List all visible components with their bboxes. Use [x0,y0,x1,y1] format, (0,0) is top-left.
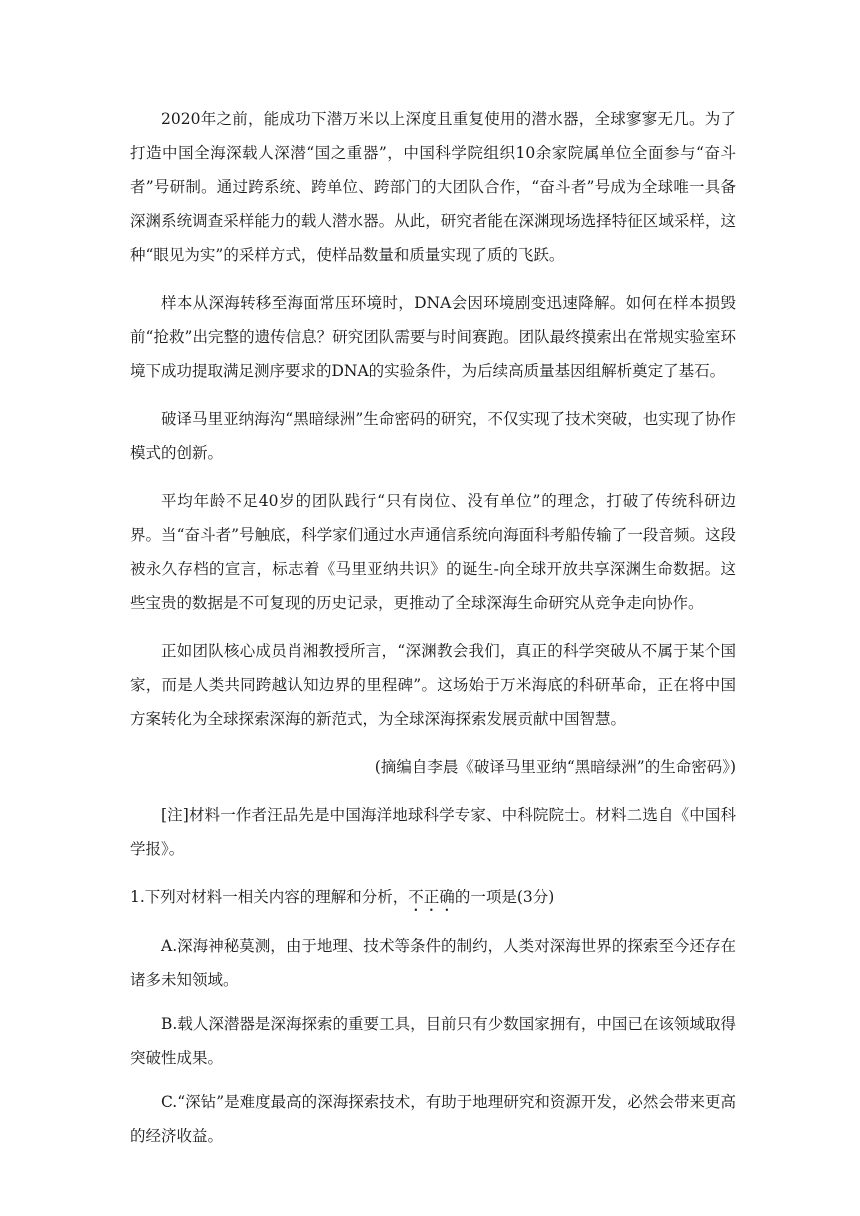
paragraph-3: 破译马里亚纳海沟“黑暗绿洲”生命密码的研究，不仅实现了技术突破，也实现了协作模式的创新。 [130,410,736,462]
paragraph-1: 2020年之前，能成功下潜万米以上深度且重复使用的潜水器，全球寥寥无几。为了打造中国全海深载人深潜“国之重器”，中国科学院组织10余家院属单位全面参与“奋斗者”号研制。通过跨系统、跨单位、跨部门的大团队合作，“奋斗者”号成为全球唯一具备深渊系统调查采样能力的载人潜水器。从此，研究者能在深渊现场选择特征区域采样，这种“眼见为实”的采样方式，使样品数量和质量实现了质的飞跃。 [130,110,736,264]
source-citation: (摘编自李晨《破译马里亚纳“黑暗绿洲”的生命密码》) [374,758,736,776]
question-suffix: 的一项是(3分) [454,888,555,906]
option-b: B.载人深潜器是深海探索的重要工具，目前只有少数国家拥有，中国已在该领域取得突破性成果。 [130,1015,736,1067]
document-page [130,102,736,1153]
option-c: C.“深钻”是难度最高的深海探索技术，有助于地理研究和资源开发，必然会带来更高的经济收益。 [130,1093,736,1145]
paragraph-5: 正如团队核心成员肖湘教授所言，“深渊教会我们，真正的科学突破从不属于某个国家，而是人类共同跨越认知边界的里程碑”。这场始于万米海底的科研革命，正在将中国方案转化为全球探索深海的新范式，为全球深海探索发展贡献中国智慧。 [130,642,736,728]
option-a: A.深海神秘莫测，由于地理、技术等条件的制约，人类对深海世界的探索至今还存在诸多未知领域。 [130,937,736,989]
paragraph-4: 平均年龄不足40岁的团队践行“只有岗位、没有单位”的理念，打破了传统科研边界。当“奋斗者”号触底，科学家们通过水声通信系统向海面科考船传输了一段音频。这段被永久存档的宣言，标志着《马里亚纳共识》的诞生-向全球开放共享深渊生命数据。这些宝贵的数据是不可复现的历史记录，更推动了全球深海生命研究从竞争走向协作。 [130,492,736,612]
footnote: [注]材料一作者汪品先是中国海洋地球科学专家、中科院院士。材料二选自《中国科学报》。 [130,806,736,858]
question-emphasis: 不正确 [408,888,455,906]
question-prefix: 1.下列对材料一相关内容的理解和分析， [130,888,409,906]
question-1 [130,880,736,915]
paragraph-2: 样本从深海转移至海面常压环境时，DNA会因环境剧变迅速降解。如何在样本损毁前“抢救”出完整的遗传信息？研究团队需要与时间赛跑。团队最终摸索出在常规实验室环境下成功提取满足测序要求的DNA的实验条件，为后续高质量基因组解析奠定了基石。 [130,294,736,380]
